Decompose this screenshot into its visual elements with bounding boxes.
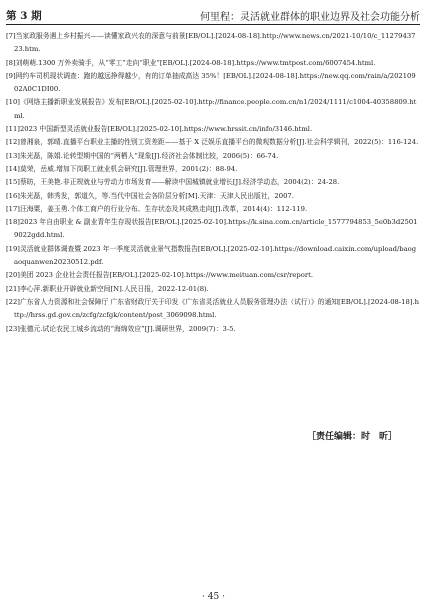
reference-item: [7]当家政服务遇上乡村振兴——读懂家政兴农的深意与前景[EB/OL].[2024-08-18].http://www.news.cn/2021-10/10/c_1127943723.htm. — [6, 32, 416, 54]
responsible-editor: ［责任编辑：时 昕］ — [306, 432, 397, 442]
page-number: · 45 · — [202, 592, 225, 602]
reference-item: [17]汪海粟，姜玉勇.个体工商户的行业分布、生存状态及其成熟走向[J].改革，2014(4)：112-119. — [6, 204, 308, 213]
reference-item: [23]张德元.试论农民工城乡流动的“海绵效应”[J].调研世界，2009(7)：3-5. — [6, 324, 236, 333]
issue-number: 第 3 期 — [6, 10, 42, 22]
reference-item: [8]刘萌萌.1300 万外卖骑手，从“零工”走向“职业”[EB/OL].[2024-08-18].https://www.tmtpost.com/6007454.html. — [6, 58, 376, 67]
reference-item: [13]朱光磊，陈娟.论转型期中国的“两栖人”现象[J].经济社会体制比较，2006(5)：66-74. — [6, 151, 279, 160]
reference-item: [11]2023 中国新型灵活就业报告[EB/OL].[2025-02-10].https://www.hrssit.cn/info/3146.html. — [6, 125, 313, 134]
reference-item: [10]《网络主播新职业发展报告》发布[EB/OL].[2025-02-10].http://finance.people.com.cn/n1/2024/1111/c1004-40358809.html. — [6, 98, 417, 120]
reference-item: [9]网约车司机现状调查：跑的越远挣得越少，有的订单抽成高达 35%！[EB/OL].[2024-08-18].https://new.qq.com/rain/a/20210902A0C1DI00. — [6, 71, 416, 94]
reference-item: [12]曾湘泉，郭晴.直播平台职业主播的性别工资差距——基于 X 泛娱乐直播平台的微观数据分析[J].社会科学辑刊，2022(5)：116-124. — [6, 138, 419, 147]
reference-item: [16]朱光磊，韩秀发，郭道久，等.当代中国社会各阶层分析[M].天津：天津人民出版社，2007. — [6, 191, 294, 200]
article-title: 何里程：灵活就业群体的职业边界及社会功能分析 — [200, 12, 420, 23]
reference-item: [14]莫荣，岳威.增加下岗职工就业机会研究[J].管理世界，2001(2)：88-94. — [6, 164, 238, 173]
reference-item: [21]李心萍.新职业开辟就业新空间[N].人民日报，2022-12-01(8). — [6, 284, 209, 293]
reference-list — [6, 30, 419, 336]
reference-item: [18]2023 年自由职业 & 副业青年生存现状报告[EB/OL].[2025-02-10].https://k.sina.com.cn/article_1577794853_5e0b3d25019022gdd.html. — [6, 218, 418, 240]
reference-item: [15]蔡昉，王美艳.非正规就业与劳动力市场发育——解读中国城镇就业增长[J].经济学动态，2004(2)：24-28. — [6, 178, 340, 187]
reference-item: [20]美团 2023 企业社会责任报告[EB/OL].[2025-02-10].https://www.meituan.com/csr/report. — [6, 271, 314, 280]
reference-item: [22]广东省人力资源和社会保障厅 广东省财政厅关于印发《广东省灵活就业人员服务管理办法（试行）》的通知[EB/OL].[2024-08-18].http://hrss.gd.gov.cn/zcfg/zcfgk/content/post_3069098.html. — [6, 297, 419, 320]
reference-item: [19]灵活就业群体调查暨 2023 年一季度灵活就业景气指数报告[EB/OL].[2025-02-10].https://download.caixin.com/upload/baogaoquanwen20230512.pdf. — [6, 244, 417, 267]
running-header — [6, 4, 420, 25]
